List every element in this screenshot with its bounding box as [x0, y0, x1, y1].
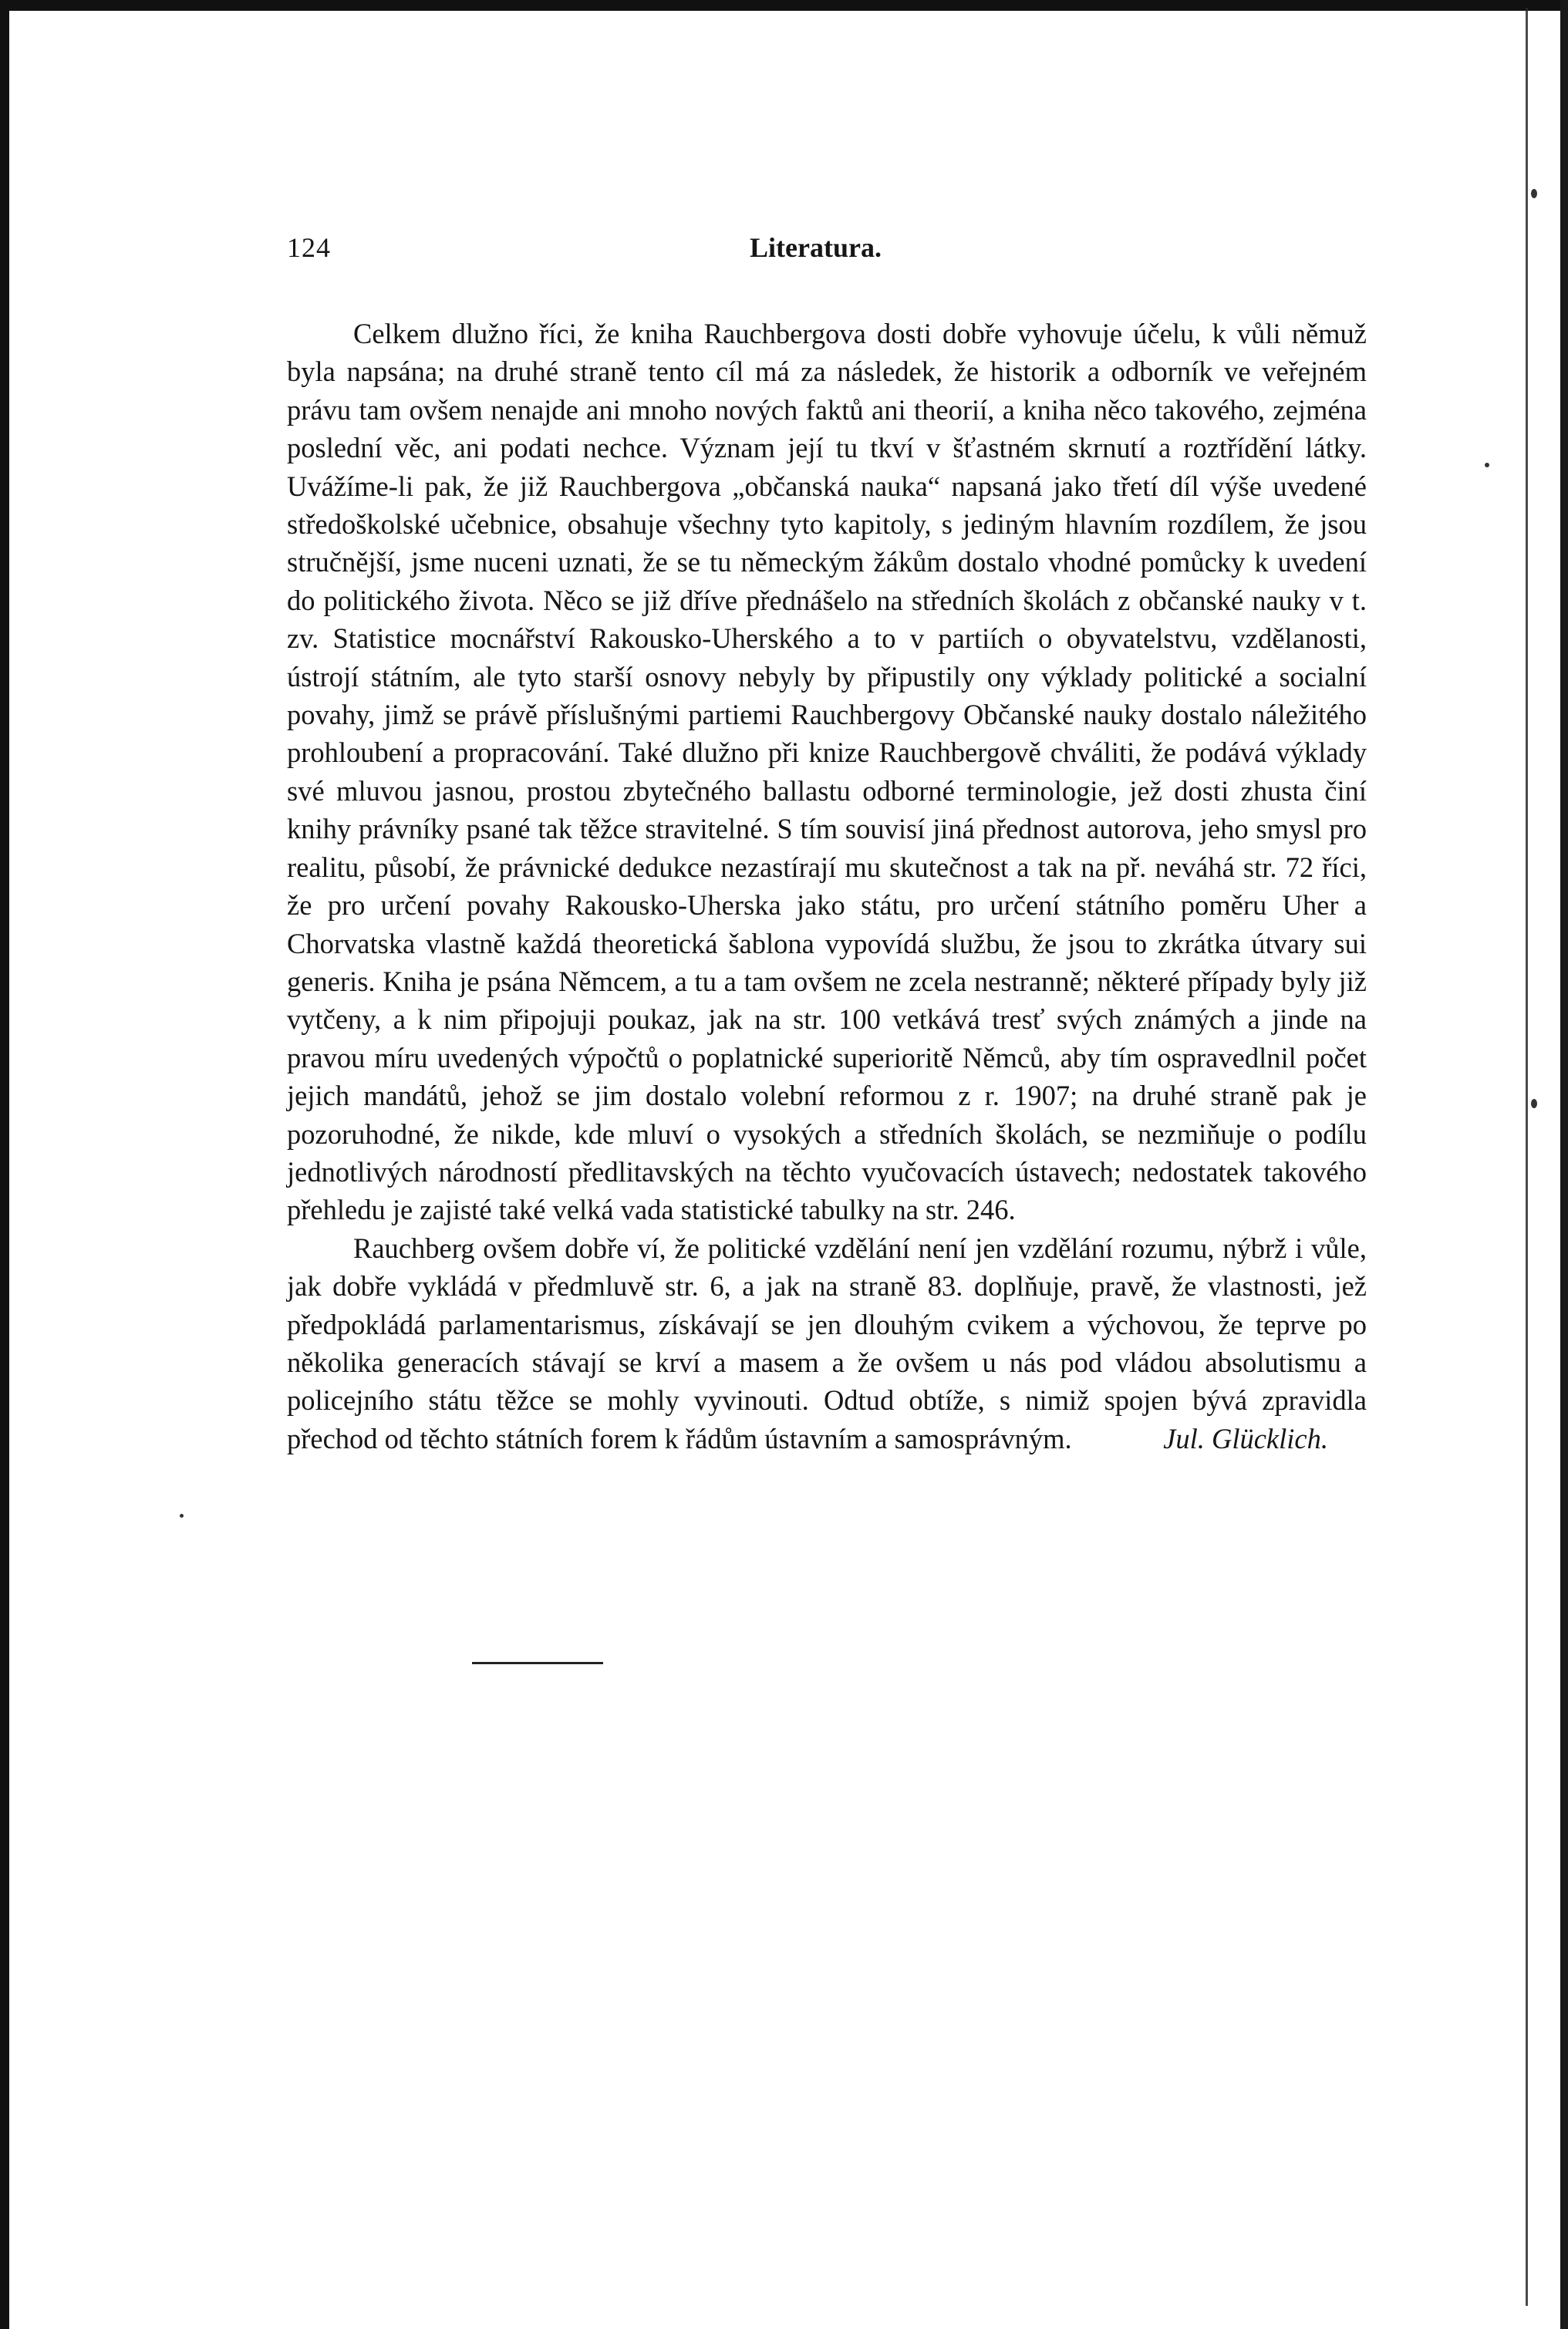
end-rule [472, 1662, 603, 1664]
scan-speck [1485, 463, 1489, 467]
document-page [287, 231, 1367, 1458]
scan-speck [1531, 1099, 1537, 1108]
author-signature: Jul. Glücklich. [1163, 1422, 1328, 1454]
page-binding-edge [1526, 8, 1528, 2306]
paragraph-2-text: Rauchberg ovšem dobře ví, že politické vzdělání není jen vzdělání rozumu, nýbrž i vůle, jak dobře vykládá v předmluvě str. 6, a jak na straně 83. doplňuje, pravě, že vlastnosti, jež předpokládá parlamentarismus, získávají se jen dlouhým cvikem a výchovou, že teprve po několika generacích stávají se krví a masem a že ovšem u nás pod vládou absolutismu a policejního státu těžce se mohly vyvinouti. Odtud obtíže, s nimiž spojen bývá zpravidla přechod od těchto státních forem k řádům ústavním a samosprávným. [287, 1232, 1367, 1454]
scan-speck [180, 1514, 184, 1518]
scan-border-left [0, 0, 9, 2329]
scan-border-right [1560, 0, 1568, 2329]
article-body [287, 315, 1367, 1458]
running-head [287, 231, 1367, 278]
section-title: Literatura. [750, 232, 882, 263]
paragraph-2 [287, 1229, 1367, 1458]
scan-border-top [0, 0, 1568, 11]
page-number: 124 [287, 232, 331, 263]
paragraph-1: Celkem dlužno říci, že kniha Rauchbergova dosti dobře vyhovuje účelu, k vůli němuž byla napsána; na druhé straně tento cíl má za následek, že historik a odborník ve veřejném právu tam ovšem nenajde ani mnoho nových faktů ani theorií, a kniha něco takového, zejména poslední věc, ani podati nechce. Význam její tu tkví v šťastném skrnutí a roztřídění látky. Uvážíme-li pak, že již Rauchbergova „občanská nauka“ napsaná jako třetí díl výše uvedené středoškolské učebnice, obsahuje všechny tyto kapitoly, s jediným hlavním rozdílem, že jsou stručnější, jsme nuceni uznati, že se tu německým žákům dostalo vhodné pomůcky k uvedení do politického života. Něco se již dříve přednášelo na středních školách z občanské nauky v t. zv. Statistice mocnářství Rakousko-Uherského a to v partiích o obyvatelstvu, vzdělanosti, ústrojí státním, ale tyto starší osnovy nebyly by připustily ony výklady politické a socialní povahy, jimž se právě příslušnými partiemi Rauchbergovy Občanské nauky dostalo náležitého prohloubení a propracování. Také dlužno při knize Rauchbergově chváliti, že podává výklady své mluvou jasnou, prostou zbytečného ballastu odborné terminologie, jež dosti zhusta činí knihy právníky psané tak těžce stravitelné. S tím souvisí jiná přednost autorova, jeho smysl pro realitu, působí, že právnické dedukce nezastírají mu skutečnost a tak na př. neváhá str. 72 říci, že pro určení povahy Rakousko-Uherska jako státu, pro určení státního poměru Uher a Chorvatska vlastně každá theoretická šablona vypovídá službu, že jsou to zkrátka útvary sui generis. Kniha je psána Němcem, a tu a tam ovšem ne zcela nestranně; některé případy byly již vytčeny, a k nim připojuji poukaz, jak na str. 100 vetkává tresť svých známých a jinde na pravou míru uvedených výpočtů o poplatnické superioritě Němců, aby tím ospravedlnil počet jejich mandátů, jehož se jim dostalo volební reformou z r. 1907; na druhé straně pak je pozoruhodné, že nikde, kde mluví o vysokých a středních školách, se nezmiňuje o podílu jednotlivých národností předlitavských na těchto vyučovacích ústavech; nedostatek takového přehledu je zajisté také velká vada statistické tabulky na str. 246. [287, 318, 1367, 1226]
scan-speck [1531, 189, 1537, 198]
